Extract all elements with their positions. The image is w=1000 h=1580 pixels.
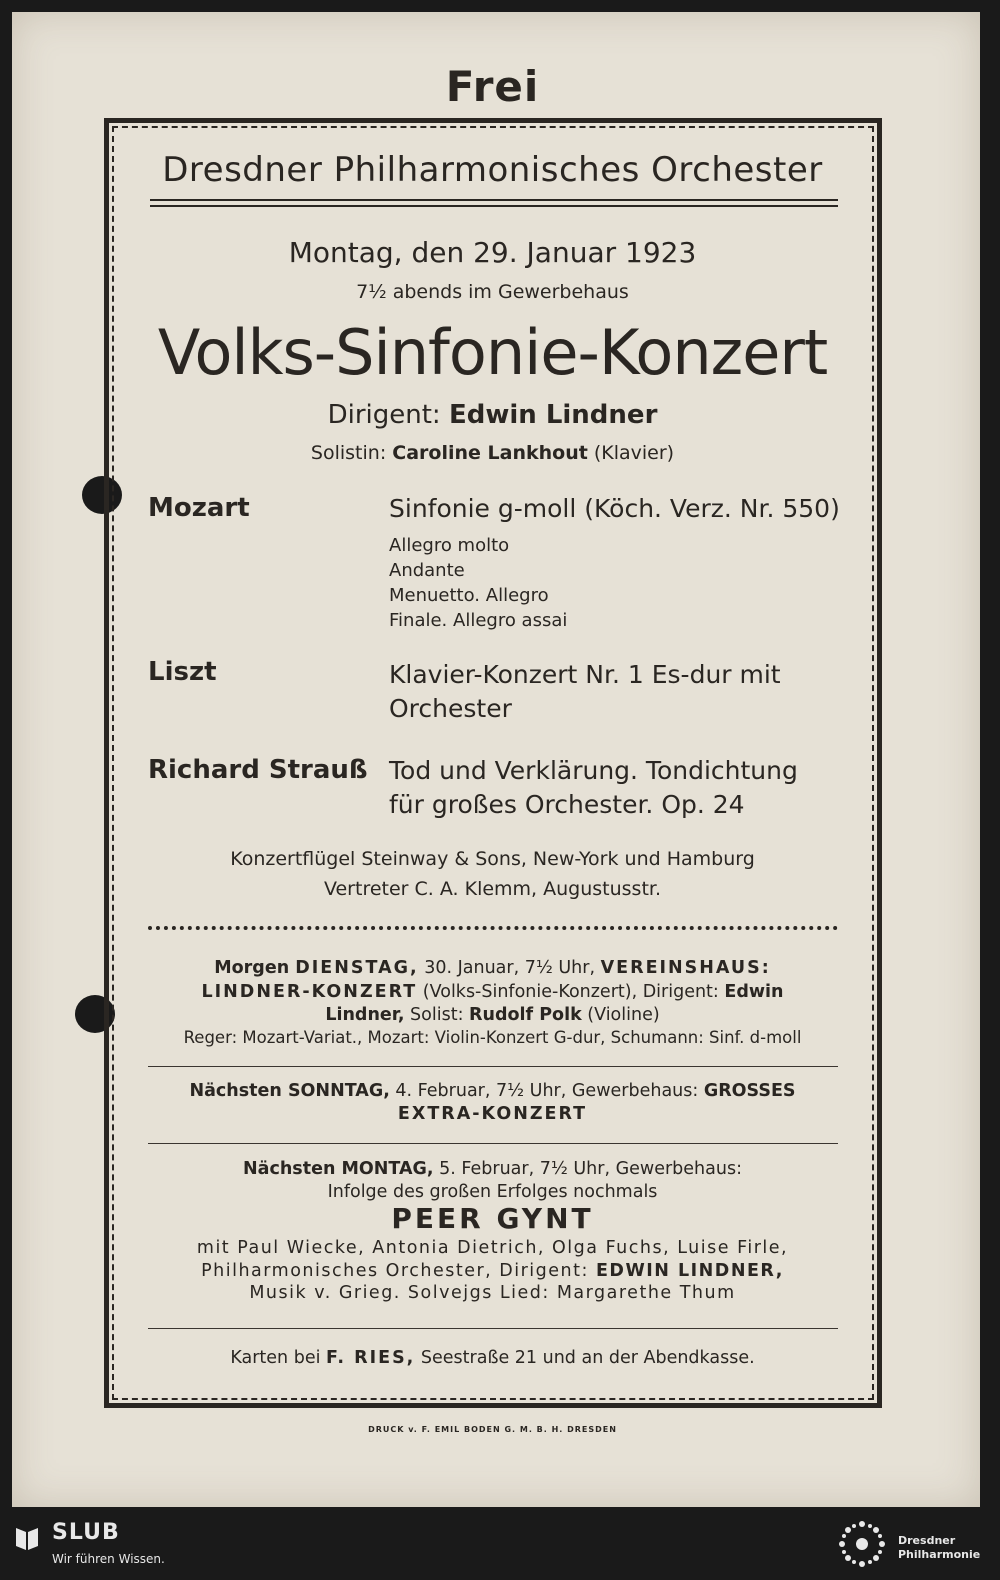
ann-venue: VEREINSHAUS: [600, 958, 771, 978]
piano-dealer-note: Vertreter C. A. Klemm, Augustusstr. [323, 878, 662, 900]
announcement-sunday-title: EXTRA-KONZERT [397, 1104, 588, 1124]
ann-day: DIENSTAG, [295, 958, 419, 978]
piano-maker-note: Konzertflügel Steinway & Sons, New-York und Hamburg [230, 848, 755, 870]
work-title-continued: Orchester [389, 694, 512, 723]
announcement-monday-title: PEER GYNT [391, 1202, 594, 1235]
double-rule-divider [150, 199, 838, 207]
announcement-sunday-line1 [145, 1081, 840, 1101]
divider [148, 1143, 838, 1144]
work-title: Sinfonie g-moll (Köch. Verz. Nr. 550) [389, 494, 840, 523]
announcement-tomorrow-line2 [145, 982, 840, 1002]
conductor-line [145, 400, 840, 430]
ann-text: Philharmonisches Orchester, Dirigent: [201, 1261, 596, 1281]
printer-imprint: DRUCK v. F. EMIL BODEN G. M. B. H. DRESDEN [368, 1425, 617, 1434]
ann-soloist: Rudolf Polk [469, 1005, 582, 1025]
soloist-name: Caroline Lankhout [392, 442, 588, 464]
work-title: Tod und Verklärung. Tondichtung [389, 756, 798, 785]
philharmonie-logo-icon [836, 1518, 888, 1570]
footer-bar [0, 1516, 1000, 1580]
movement: Menuetto. Allegro [389, 585, 549, 606]
ticket-text: Karten bei [230, 1348, 327, 1368]
ann-text: (Volks-Sinfonie-Konzert), Dirigent: [417, 982, 725, 1002]
ann-text: 5. Februar, 7½ Uhr, Gewerbehaus: [433, 1159, 742, 1179]
work-title-continued: für großes Orchester. Op. 24 [389, 790, 745, 819]
announcement-monday-music: Musik v. Grieg. Solvejgs Lied: Margarethe Thum [249, 1283, 736, 1303]
phil-line: Philharmonie [898, 1548, 981, 1561]
movement: Andante [389, 560, 465, 581]
ann-text: 4. Februar, 7½ Uhr, Gewerbehaus: [389, 1081, 704, 1101]
divider [148, 1328, 838, 1329]
philharmonie-logo-text [898, 1534, 980, 1562]
dotted-divider [148, 926, 838, 930]
announcement-tomorrow-line1 [145, 958, 840, 978]
ann-text: Solist: [404, 1005, 470, 1025]
ann-day: Nächsten SONNTAG, [189, 1081, 390, 1101]
slub-tagline: Wir führen Wissen. [52, 1552, 165, 1566]
concert-time-venue: 7½ abends im Gewerbehaus [356, 281, 629, 303]
conductor-label: Dirigent: [327, 400, 441, 430]
soloist-label: Solistin: [310, 442, 387, 464]
concert-title: Volks-Sinfonie-Konzert [157, 316, 828, 389]
ann-day: Nächsten MONTAG, [243, 1159, 434, 1179]
announcement-monday-line2: Infolge des großen Erfolges nochmals [327, 1182, 658, 1202]
movement: Allegro molto [389, 535, 510, 556]
announcement-monday-orchestra [145, 1261, 840, 1281]
ann-text: (Violine) [581, 1005, 660, 1025]
ann-conductor: EDWIN LINDNER, [595, 1261, 784, 1281]
ticket-seller: F. RIES, [326, 1348, 416, 1368]
soloist-instrument: (Klavier) [593, 442, 675, 464]
composer-mozart: Mozart [148, 493, 250, 523]
announcement-tomorrow-line3 [145, 1005, 840, 1025]
work-title: Klavier-Konzert Nr. 1 Es-dur mit [389, 660, 781, 689]
ann-conductor: Edwin [724, 982, 784, 1002]
conductor-name: Edwin Lindner [448, 400, 658, 430]
composer-liszt: Liszt [148, 657, 217, 687]
phil-line: Dresdner [898, 1534, 956, 1547]
announcement-monday-cast: mit Paul Wiecke, Antonia Dietrich, Olga Fuchs, Luise Firle, [196, 1238, 789, 1258]
ann-conductor: Lindner, [325, 1005, 405, 1025]
ann-text: Morgen [214, 958, 296, 978]
concert-date: Montag, den 29. Januar 1923 [288, 236, 697, 269]
free-admission-label: Frei [445, 62, 540, 111]
soloist-line [145, 442, 840, 464]
divider [148, 1066, 838, 1067]
ann-concert-name: LINDNER-KONZERT [201, 982, 418, 1002]
announcement-tomorrow-program: Reger: Mozart-Variat., Mozart: Violin-Konzert G-dur, Schumann: Sinf. d-moll [183, 1028, 802, 1047]
composer-strauss: Richard Strauß [148, 755, 368, 785]
ann-text: 30. Januar, 7½ Uhr, [418, 958, 601, 978]
organization-name: Dresdner Philharmonisches Orchester [162, 150, 823, 190]
ann-title: GROSSES [703, 1081, 796, 1101]
slub-book-icon [14, 1524, 40, 1552]
movement: Finale. Allegro assai [389, 610, 568, 631]
ticket-text: Seestraße 21 und an der Abendkasse. [415, 1348, 755, 1368]
slub-logo-text: SLUB [52, 1520, 120, 1545]
ticket-info [145, 1348, 840, 1368]
announcement-monday-line1 [145, 1159, 840, 1179]
